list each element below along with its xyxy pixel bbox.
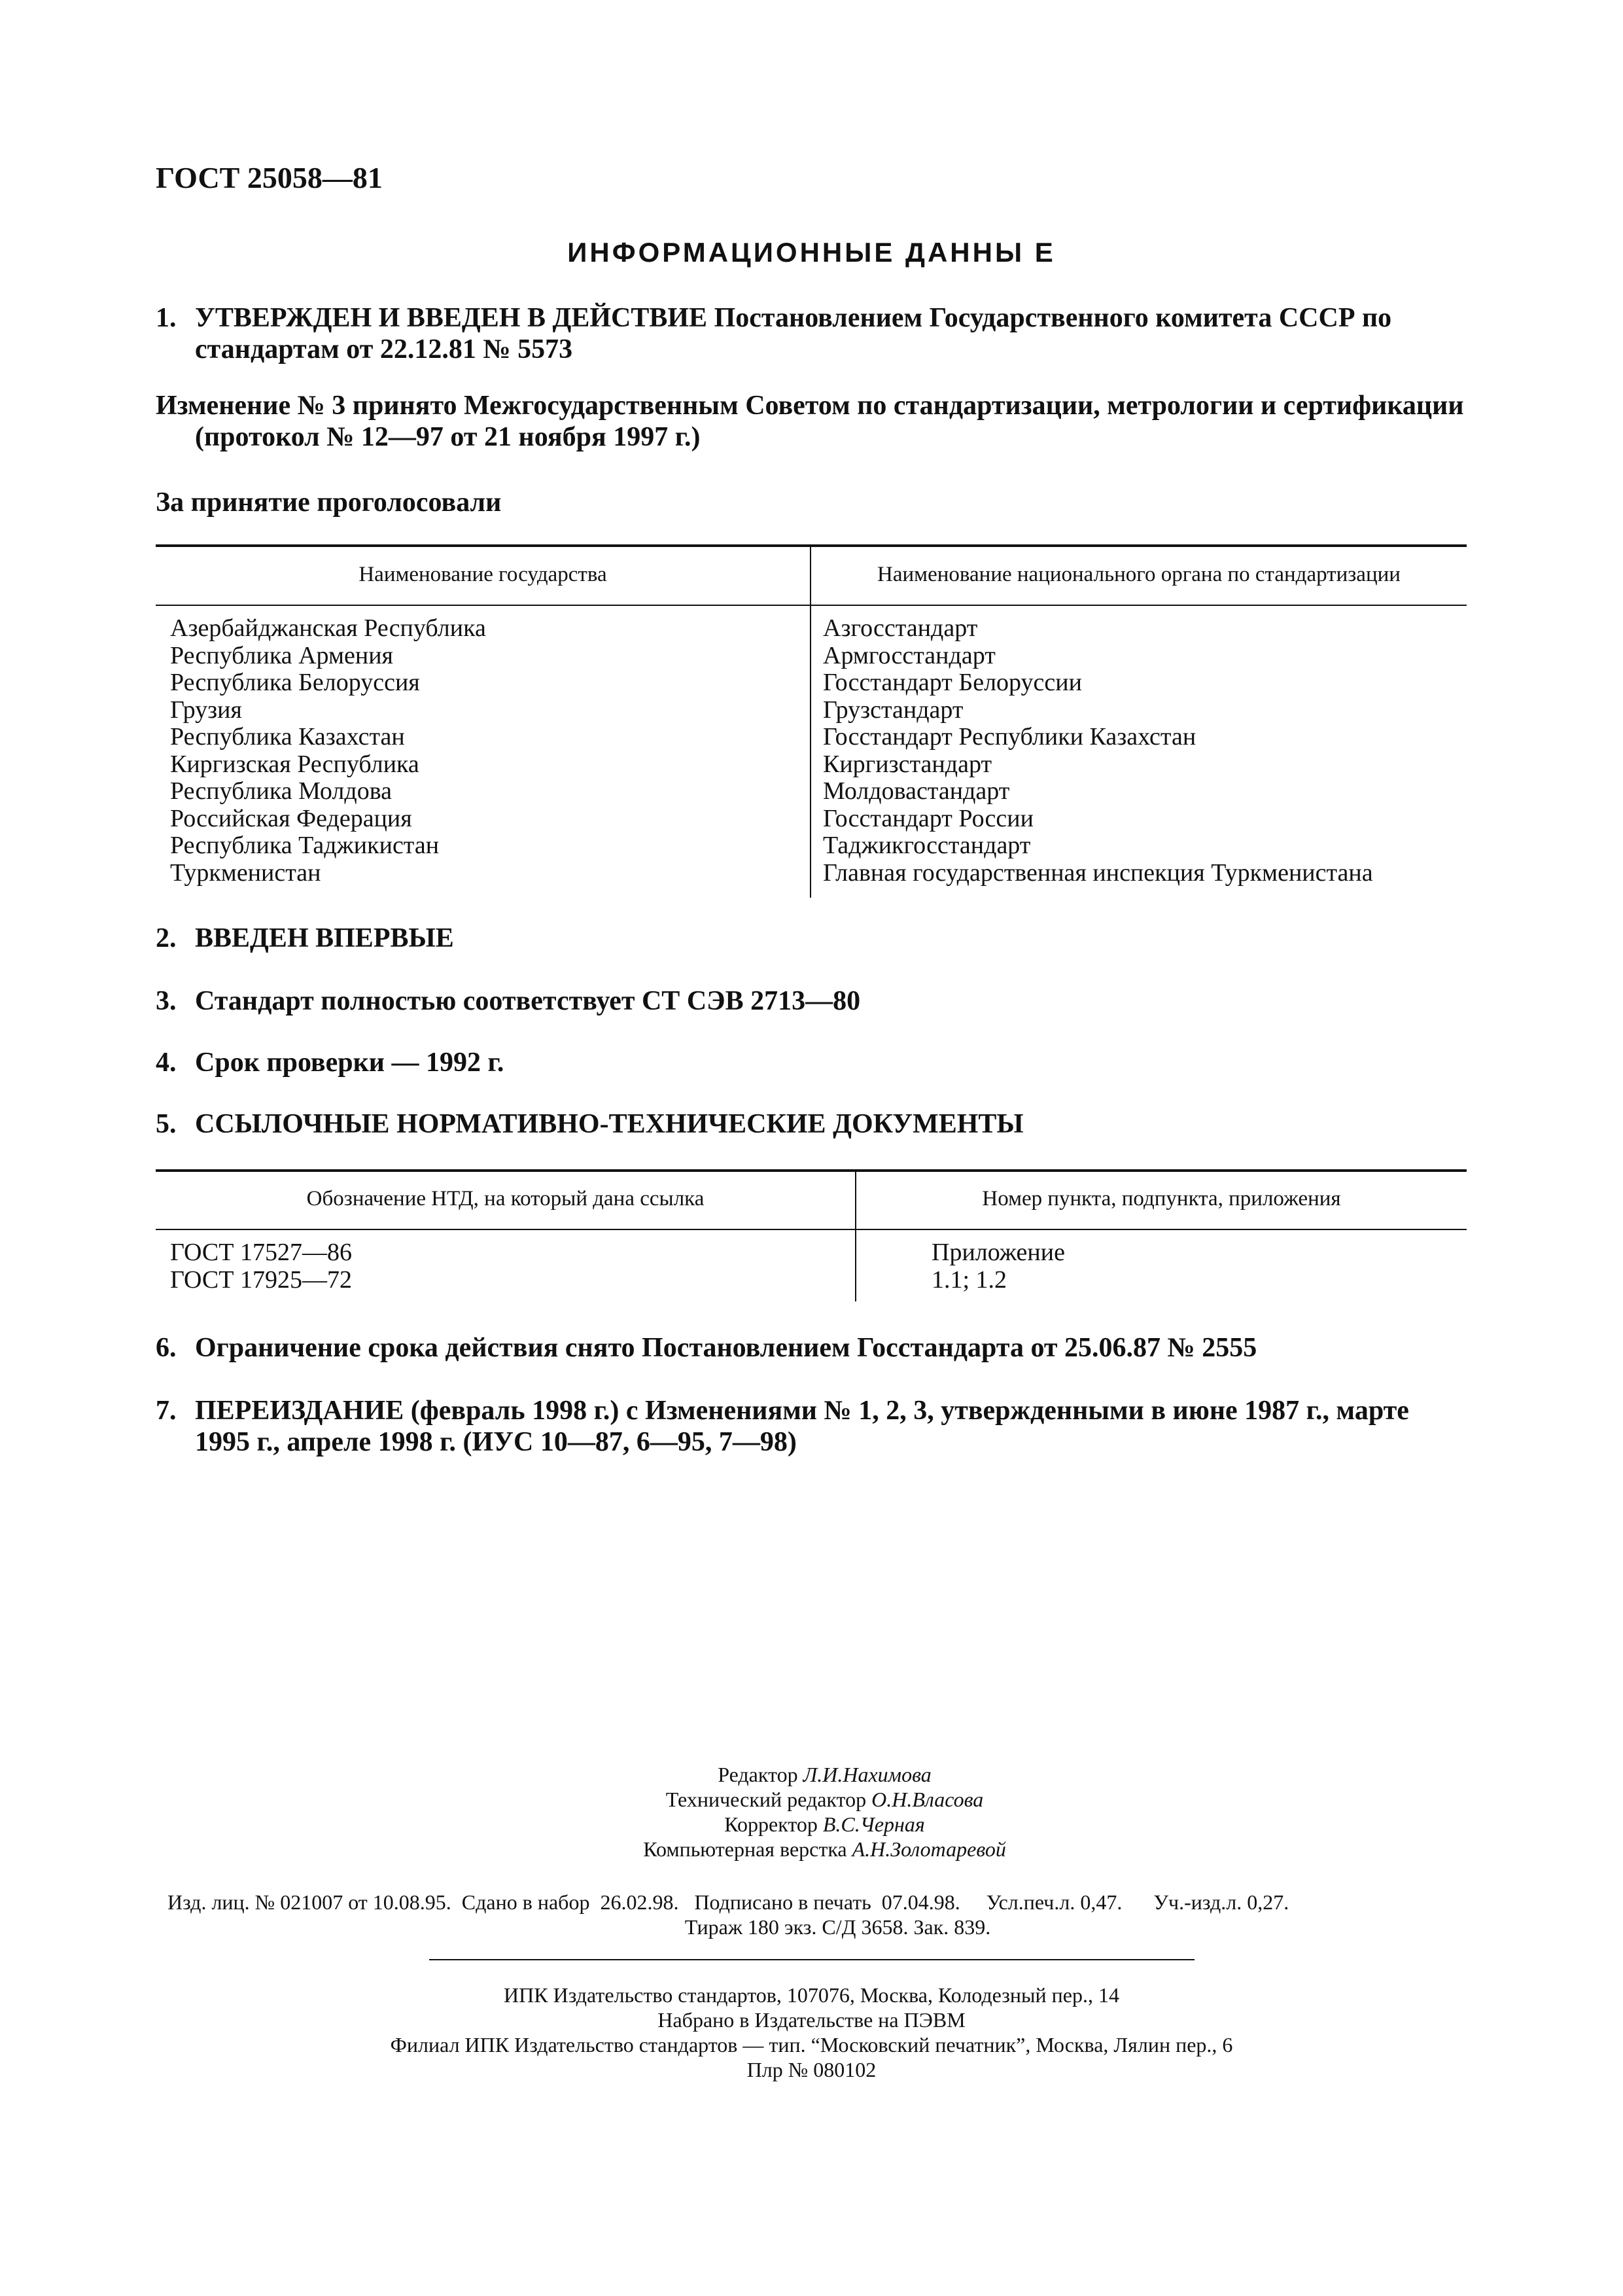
standards-body: Госстандарт Республики Казахстан [823,723,1196,751]
item-6 [156,1332,1257,1364]
standards-body: Таджикгосстандарт [823,832,1031,859]
refs-header-rule [156,1229,1467,1230]
credit-line [0,1762,1623,1787]
item-1-number: 1. [156,303,177,333]
item-2-text: ВВЕДЕН ВПЕРВЫЕ [195,923,454,953]
item-2-number: 2. [156,923,177,953]
state-name: Азербайджанская Республика [170,614,486,642]
state-name: Республика Таджикистан [170,832,440,859]
state-name: Республика Армения [170,641,394,669]
print-info-line-2: Тираж 180 экз. С/Д 3658. Зак. 839. [684,1915,991,1939]
standards-body: Главная государственная инспекция Туркменистана [823,858,1373,887]
ref-docs-list [170,1239,352,1294]
credit-role: Редактор [718,1763,798,1786]
item-1-line-1: УТВЕРЖДЕН И ВВЕДЕН В ДЕЙСТВИЕ Постановлением Государственного комитета СССР по [195,303,1392,333]
standards-body: Азгосстандарт [823,614,978,642]
publisher-line: Плр № 080102 [746,2058,877,2081]
item-4-text: Срок проверки — 1992 г. [195,1048,504,1078]
credit-name: А.Н.Золотаревой [852,1837,1006,1861]
standards-body: Молдовастандарт [823,777,1010,805]
item-4 [156,1047,504,1078]
standards-body: Армгосстандарт [823,641,996,669]
table-column-divider [810,546,811,898]
standards-body: Грузстандарт [823,696,964,724]
state-name: Республика Молдова [170,777,393,805]
item-1 [156,302,1490,365]
item-3-text: Стандарт полностью соответствует СТ СЭВ 2713—80 [195,986,861,1016]
state-name: Туркменистан [170,858,321,887]
amendment-line-2: (протокол № 12—97 от 21 ноября 1997 г.) [195,422,701,452]
credit-line [0,1787,1623,1812]
item-7-line-2: 1995 г., апреле 1998 г. (ИУС 10—87, 6—95, 7—98) [195,1427,797,1457]
item-3-number: 3. [156,986,177,1016]
amendment [156,390,1490,453]
credit-line [0,1812,1623,1837]
vote-heading: За принятие проголосовали [156,487,502,518]
credit-role: Корректор [724,1812,818,1836]
credit-role: Компьютерная верстка [643,1837,847,1861]
credit-name: Л.И.Нахимова [803,1763,932,1786]
credit-role: Технический редактор [665,1788,867,1811]
publisher-line: Набрано в Издательстве на ПЭВМ [657,2008,966,2032]
item-7-number: 7. [156,1396,177,1426]
state-name: Республика Белоруссия [170,669,420,696]
ref-point: Приложение [932,1239,1065,1266]
item-6-number: 6. [156,1333,177,1363]
item-1-line-2: стандартам от 22.12.81 № 5573 [195,334,573,364]
column-header-clause: Номер пункта, подпункта, приложения [982,1187,1341,1210]
item-3 [156,985,860,1017]
publisher-line: ИПК Издательство стандартов, 107076, Москва, Колодезный пер., 14 [504,1983,1119,2007]
credit-name: О.Н.Власова [871,1788,984,1811]
item-7-line-1: ПЕРЕИЗДАНИЕ (февраль 1998 г.) с Изменениями № 1, 2, 3, утвержденными в июне 1987 г., марте [195,1396,1409,1426]
page-title: ИНФОРМАЦИОННЫЕ ДАННЫ Е [567,237,1056,268]
amendment-line-1: Изменение № 3 принято Межгосударственным Советом по стандартизации, метрологии и сертификации [156,391,1464,421]
state-name: Киргизская Республика [170,750,419,778]
publisher-rule [429,1959,1195,1960]
item-5 [156,1108,1024,1140]
refs-top-rule [156,1169,1467,1172]
ref-doc: ГОСТ 17527—86 [170,1239,352,1266]
column-header-body: Наименование национального органа по стандартизации [877,563,1401,586]
publisher-block [0,1983,1623,2082]
item-4-number: 4. [156,1048,177,1078]
credits [0,1762,1623,1862]
ref-doc: ГОСТ 17925—72 [170,1265,352,1294]
item-5-text: ССЫЛОЧНЫЕ НОРМАТИВНО-ТЕХНИЧЕСКИЕ ДОКУМЕНТЫ [195,1109,1024,1139]
state-name: Республика Казахстан [170,723,405,751]
standards-body: Госстандарт России [823,804,1034,832]
print-info-line-1: Изд. лиц. № 021007 от 10.08.95. Сдано в набор 26.02.98. Подписано в печать 07.04.98. Усл.печ.л. 0,47. Уч.-изд.л. 0,27. [167,1890,1289,1914]
bodies-list [823,615,1373,887]
ref-points-list [932,1239,1065,1294]
column-header-document: Обозначение НТД, на который дана ссылка [306,1187,705,1210]
publisher-line: Филиал ИПК Издательство стандартов — тип. “Московский печатник”, Москва, Лялин пер., 6 [390,2033,1233,2057]
item-5-number: 5. [156,1109,177,1139]
item-2 [156,923,454,954]
credit-line [0,1837,1623,1862]
credit-name: В.С.Черная [822,1812,925,1836]
states-list [170,615,486,887]
table-header-rule [156,605,1467,606]
item-7 [156,1395,1490,1458]
column-header-state: Наименование государства [358,563,607,586]
table-top-rule [156,544,1467,547]
standards-body: Киргизстандарт [823,750,992,778]
doc-code: ГОСТ 25058—81 [156,161,383,194]
item-6-text: Ограничение срока действия снято Постановлением Госстандарта от 25.06.87 № 2555 [195,1333,1257,1363]
state-name: Грузия [170,696,242,724]
ref-point: 1.1; 1.2 [932,1265,1007,1294]
standards-body: Госстандарт Белоруссии [823,669,1082,696]
state-name: Российская Федерация [170,804,412,832]
